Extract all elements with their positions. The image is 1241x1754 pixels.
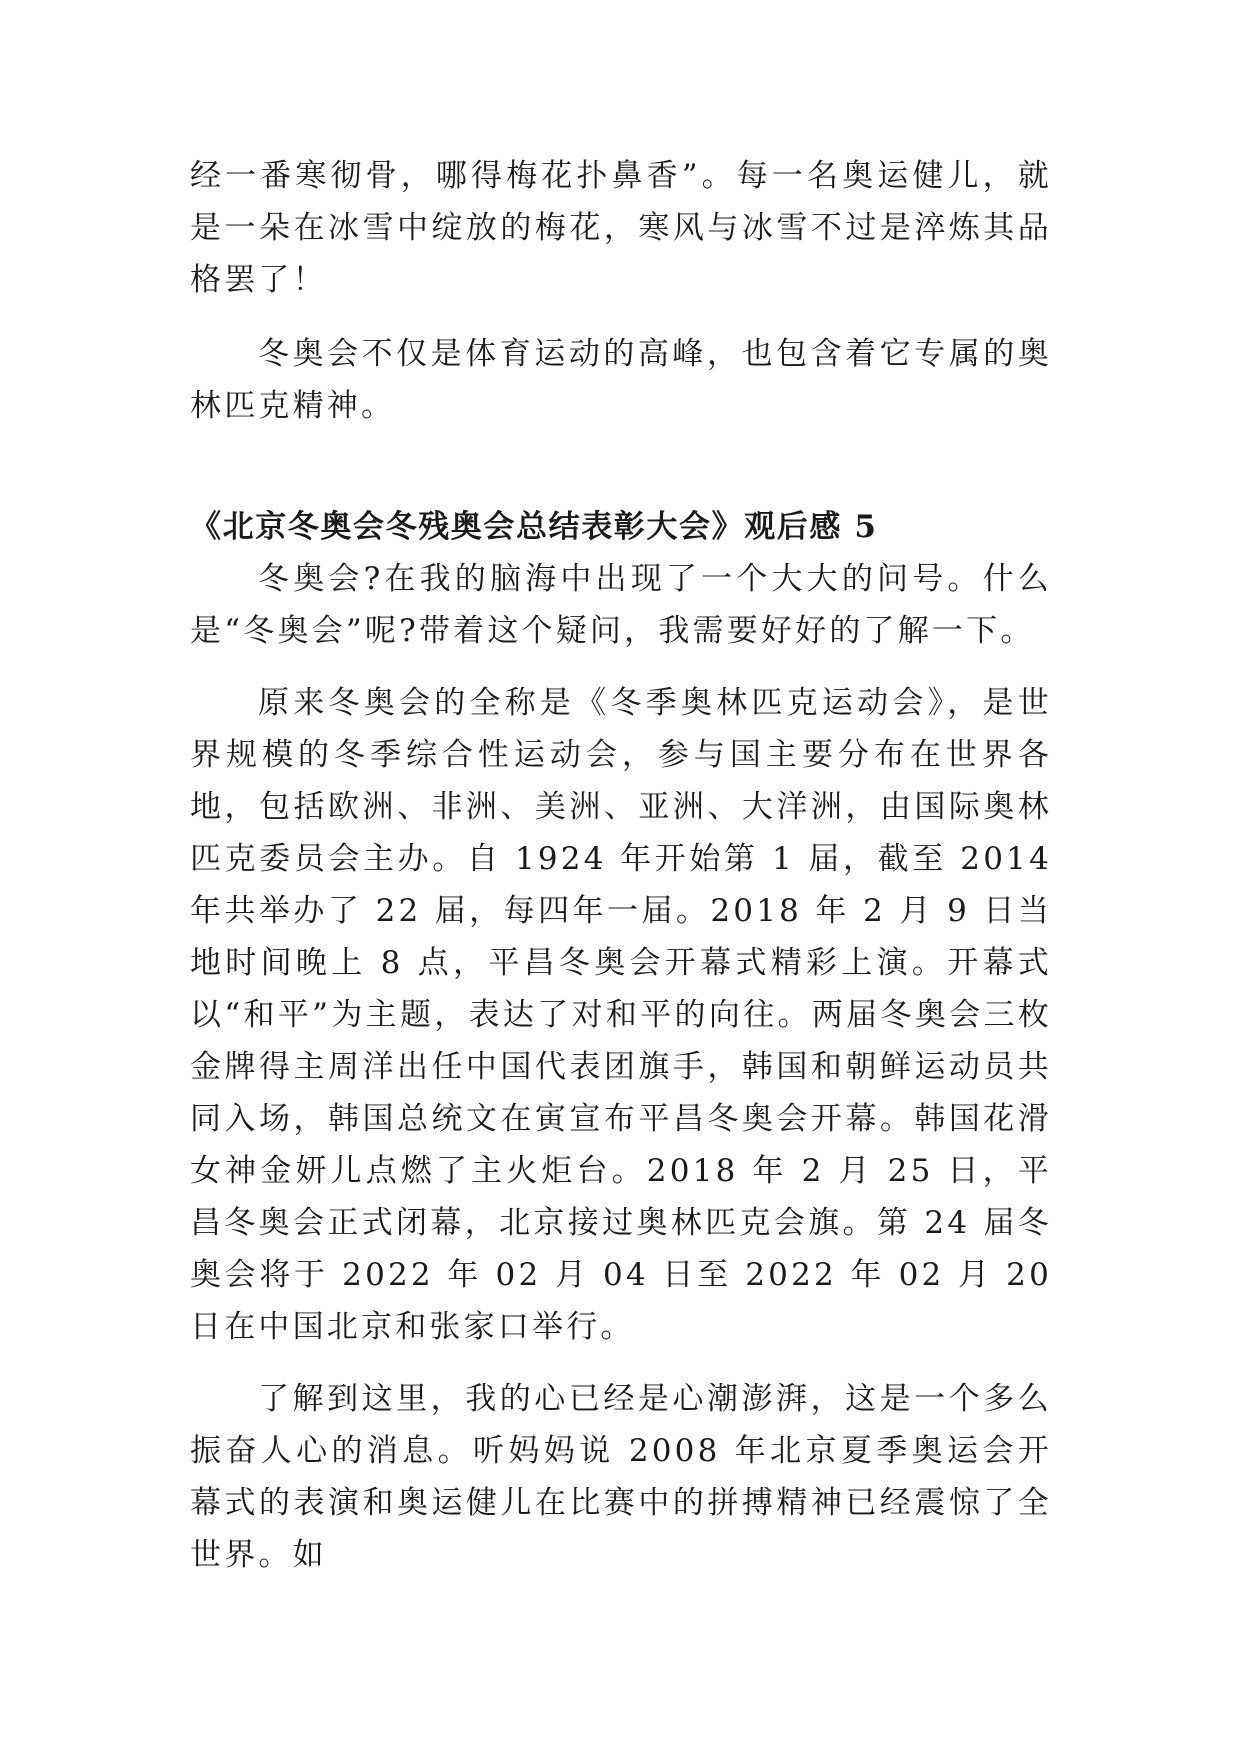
paragraph-olympic-spirit: 冬奥会不仅是体育运动的高峰，也包含着它专属的奥林匹克精神。 <box>190 336 1052 424</box>
document-page <box>190 150 1052 1581</box>
paragraph-history: 原来冬奥会的全称是《冬季奥林匹克运动会》，是世界规模的冬季综合性运动会，参与国主要分布在世界各地，包括欧洲、非洲、美洲、亚洲、大洋洲，由国际奥林匹克委员会主办。自 1924 年开始第 1 届，截至 2014 年共举办了 22 届，每四年一届。2018 年 2 月 9 日当地时间晚上 8 点，平昌冬奥会开幕式精彩上演。开幕式以“和平”为主题，表达了对和平的向往。两届冬奥会三枚金牌得主周洋出任中国代表团旗手，韩国和朝鲜运动员共同入场，韩国总统文在寅宣布平昌冬奥会开幕。韩国花滑女神金妍儿点燃了主火炬台。2018 年 2 月 25 日，平昌冬奥会正式闭幕，北京接过奥林匹克会旗。第 24 届冬奥会将于 2022 年 02 月 04 日至 2022 年 02 月 20 日在中国北京和张家口举行。 <box>190 685 1052 1345</box>
paragraph-question: 冬奥会?在我的脑海中出现了一个大大的问号。什么是“冬奥会”呢?带着这个疑问，我需要好好的了解一下。 <box>190 561 1052 649</box>
section-title: 《北京冬奥会冬残奥会总结表彰大会》观后感 5 <box>190 509 878 545</box>
paragraph-continuation: 经一番寒彻骨，哪得梅花扑鼻香”。每一名奥运健儿，就是一朵在冰雪中绽放的梅花，寒风与冰雪不过是淬炼其品格罢了！ <box>190 158 1052 298</box>
paragraph-excitement: 了解到这里，我的心已经是心潮澎湃，这是一个多么振奋人心的消息。听妈妈说 2008 年北京夏季奥运会开幕式的表演和奥运健儿在比赛中的拼搏精神已经震惊了全世界。如 <box>190 1381 1052 1573</box>
